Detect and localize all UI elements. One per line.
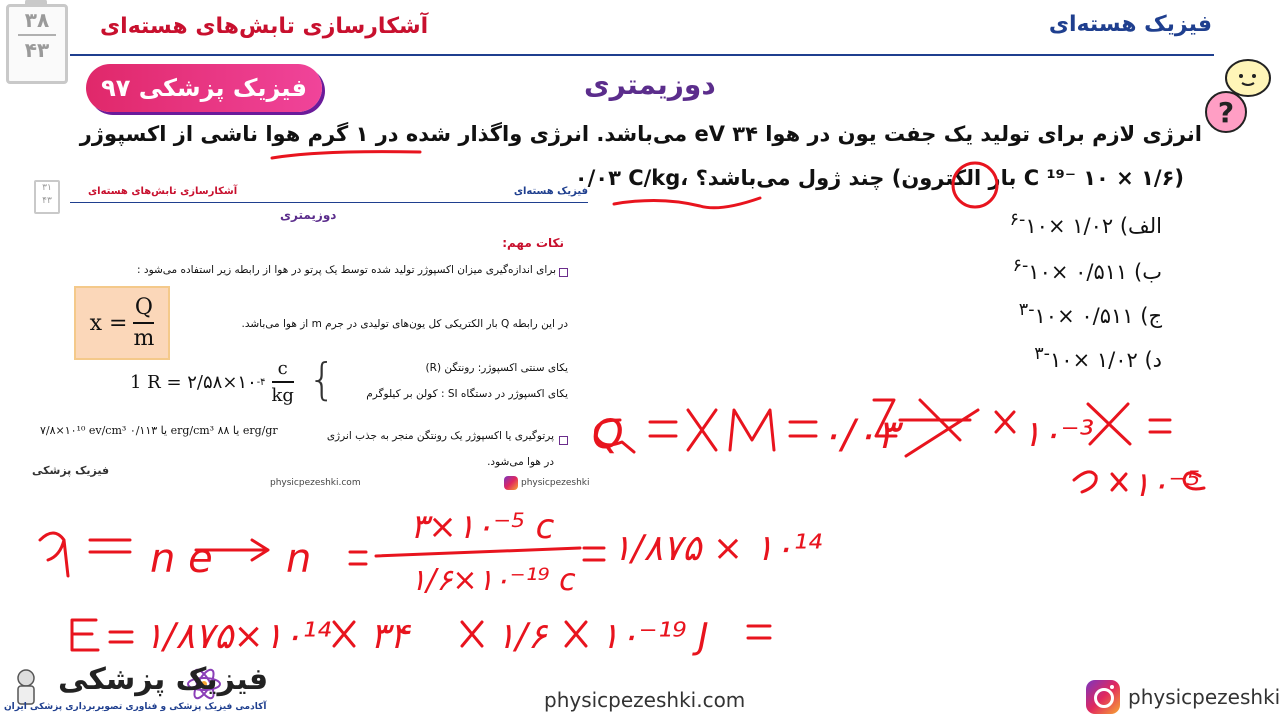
footer-logo-text: فیزیک پزشکی bbox=[58, 662, 269, 697]
footer-website[interactable]: physicpezeshki.com bbox=[544, 688, 746, 712]
ink-line2-num: ۳×۱۰⁻⁵ c bbox=[410, 507, 555, 547]
subject-title: فیزیک هسته‌ای bbox=[1048, 12, 1212, 37]
ink-line1-value: ۰/۰۳ bbox=[820, 412, 898, 458]
bullet-square-icon bbox=[559, 436, 568, 445]
ink-line3-e: ۱/۶ bbox=[496, 616, 547, 657]
section-title: دوزیمتری bbox=[584, 68, 716, 101]
ink-line2-ne: n e bbox=[150, 536, 213, 582]
formula-explanation: در این رابطه Q بار الکتریکی کل یون‌های تولیدی در جرم m از هوا می‌باشد. bbox=[241, 318, 568, 330]
page-total: ۴۳ bbox=[24, 38, 50, 62]
ink-line2-result: ۱/۸۷۵ × ۱۰¹⁴ bbox=[612, 528, 823, 569]
footer-instagram[interactable]: physicpezeshki bbox=[1086, 680, 1280, 714]
ink-line3-power: ۱۰⁻¹⁹ J bbox=[600, 616, 709, 657]
option-d: د) ۱/۰۲ $\times ۱۰^{-۳}$ bbox=[1034, 344, 1162, 372]
header-divider bbox=[70, 54, 1214, 56]
mini-section-title: دوزیمتری bbox=[280, 208, 337, 222]
mini-header-divider bbox=[70, 202, 588, 203]
ink-line3-n: ۱/۸۷۵×۱۰¹⁴ bbox=[144, 616, 332, 657]
mini-instagram: physicpezeshki bbox=[504, 476, 590, 490]
ink-line1-result: ۱۰⁻⁵ bbox=[1132, 465, 1201, 505]
unit-traditional: یکای سنتی اکسپوژر: رونتگن (R) bbox=[425, 362, 568, 374]
footer-logo-subtitle: آکادمی فیزیک پزشکی و فناوری تصویربرداری پزشکی ایران bbox=[4, 702, 267, 712]
embedded-slide bbox=[30, 178, 592, 498]
instagram-icon bbox=[1086, 680, 1120, 714]
mini-subject-title: فیزیک هسته‌ای bbox=[513, 186, 588, 197]
chapter-title: آشکارسازی تابش‌های هسته‌ای bbox=[100, 14, 429, 39]
course-badge: فیزیک پزشکی ۹۷ bbox=[86, 64, 322, 112]
mini-chapter-title: آشکارسازی تابش‌های هسته‌ای bbox=[88, 186, 238, 197]
ink-line1-power: ۱۰⁻³ bbox=[1022, 414, 1095, 455]
ink-line3-ev: ۳۴ bbox=[370, 616, 409, 657]
bullet-2-tail: در هوا می‌شود. bbox=[487, 456, 554, 468]
ink-q: Q bbox=[592, 412, 624, 458]
question-bubble-icon bbox=[1204, 56, 1274, 136]
mini-logo: فیزیک پزشکی bbox=[32, 464, 110, 477]
exposure-formula: x = $\frac{Q}{m}$ bbox=[74, 286, 170, 360]
brace-icon: { bbox=[308, 354, 336, 405]
question-line-2: ۰/۰۳ C/kg، چند ژول می‌باشد؟ (بار الکترون C ¹⁹⁻ ۱۰ × ۱/۶) bbox=[574, 166, 1184, 190]
bullet-square-icon bbox=[559, 268, 568, 277]
instagram-icon bbox=[504, 476, 518, 490]
question-line-1: انرژی لازم برای تولید یک جفت یون در هوا ۳۴ eV می‌باشد. انرژی واگذار شده در ۱ گرم هوا ناشی از اکسپوژر bbox=[79, 122, 1202, 146]
bullet-2: پرتوگیری یا اکسپوژر یک رونتگن منجر به جذب انرژی bbox=[326, 430, 554, 442]
bullet-2-values: ۷/۸×۱۰¹⁰ ev/cm³ یا ۰/۱۱۳ erg/cm³ یا ۸۸ erg/gr bbox=[40, 424, 278, 437]
bullet-1: برای اندازه‌گیری میزان اکسپوژر تولید شده توسط یک پرتو در هوا از رابطه زیر استفاده می‌شود : bbox=[137, 264, 556, 276]
option-a: الف) ۱/۰۲ $\times ۱۰^{-۶}$ bbox=[1009, 210, 1162, 238]
page-counter bbox=[6, 4, 68, 84]
mini-website: physicpezeshki.com bbox=[270, 478, 361, 488]
notes-heading: نکات مهم: bbox=[502, 236, 564, 250]
option-b: ب) ۰/۵۱۱ $\times ۱۰^{-۶}$ bbox=[1012, 256, 1162, 284]
svg-text:?: ? bbox=[1217, 96, 1235, 129]
ink-line2-n: n bbox=[286, 536, 312, 582]
mini-page-counter: ۳۱ ۴۳ bbox=[34, 180, 60, 214]
option-c: ج) ۰/۵۱۱ $\times ۱۰^{-۳}$ bbox=[1018, 300, 1162, 328]
roentgen-formula: 1 R = ۲/۵۸×۱۰ -۴ $\frac{c}{kg}$ bbox=[130, 358, 294, 406]
unit-si: یکای اکسپوژر در دستگاه SI : کولن بر کیلوگرم bbox=[366, 388, 568, 400]
ink-line2-den: ۱/۶×۱۰⁻¹⁹ c bbox=[410, 563, 576, 598]
page-current: ۳۸ bbox=[24, 8, 50, 32]
